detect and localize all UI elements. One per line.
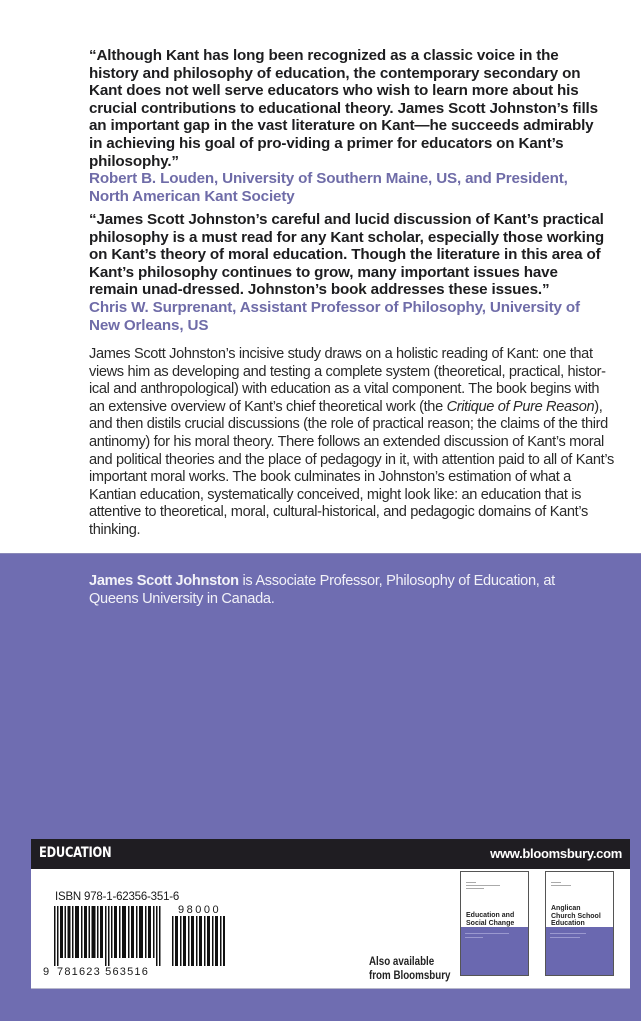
endorsement-2 xyxy=(89,211,609,334)
cover-title-line: Anglican xyxy=(551,905,581,912)
publisher-website: www.bloomsbury.com xyxy=(490,846,622,861)
cover-bottom-panel xyxy=(546,927,613,975)
author-bio-text: is Associate Professor, Philosophy of Education, at Queens University in Canada. xyxy=(89,573,555,607)
related-book-cover-1[interactable] xyxy=(460,871,529,976)
ean-first-digit: 9 xyxy=(43,966,50,978)
endorsement-quote: “Although Kant has long been recognized as a classic voice in the history and philosophy of education, the contemporary secondary on Kant does not well serve educators who wish to learn more about his crucial contributions to educational theory. James Scott Johnston’s fills an important gap in the vast literature on Kant—he succeeds admirably in achieving his goal of pro-viding a primer for educators on Kant’s philosophy.” xyxy=(89,47,598,170)
endorsement-quote: “James Scott Johnston’s careful and lucid discussion of Kant’s practical philosophy is a must read for any Kant scholar, especially those working on Kant’s theory of moral education. Though the literature in this area of Kant’s philosophy continues to grow, many important issues have remain unad-dressed. Johnston’s book addresses these issues.” xyxy=(89,211,605,299)
ean-digits: 781623 563516 xyxy=(57,966,150,978)
description-text-2: ), and then distils crucial discussions (the role of practical reason; the claims of the third antinomy) for his moral theory. There follows an extended discussion of Kant’s moral and political theories and the place of pedagogy in it, with attention paid to all of Kant’s important moral works. The book culminates in Johnston’s estimation of what a Kantian education, systematically conceived, might look like: an education that is attentive to theoretical, moral, cultural-historical, and pedagogic domains of Kant’s thinking. xyxy=(89,398,614,538)
cover-title-line: Education xyxy=(551,920,585,927)
cover-editor-lines xyxy=(466,882,516,890)
price-addon: 98000 xyxy=(178,904,222,916)
also-available-line-1: Also available xyxy=(369,956,435,968)
isbn-label: ISBN 978-1-62356-351-6 xyxy=(55,891,180,903)
cover-title-line: Church School xyxy=(551,912,601,920)
cover-title-line: Education and xyxy=(466,912,515,919)
endorsement-attribution: Robert B. Louden, University of Southern Maine, US, and President, North American Kant Society xyxy=(89,170,568,205)
endorsement-attribution: Chris W. Surprenant, Assistant Professor of Philosophy, University of New Orleans, US xyxy=(89,298,580,334)
also-available-label xyxy=(369,955,450,983)
cover-title-line: Social Change xyxy=(466,919,515,927)
cover-editor-lines xyxy=(551,882,601,890)
description-text-1: James Scott Johnston’s incisive study draws on a holistic reading of Kant: one that views him as developing and testing a complete system (theoretical, practical, histor-ical and anthropological) with education as a vital component. The book begins with an extensive overview of Kant’s chief theoretical work (the xyxy=(89,346,606,415)
author-bio xyxy=(89,573,589,608)
also-available-line-2: from Bloomsbury xyxy=(369,970,451,982)
cover-bottom-panel xyxy=(461,927,528,975)
barcode-icon xyxy=(54,906,164,966)
cover-title xyxy=(551,905,601,928)
author-name: James Scott Johnston xyxy=(89,573,239,589)
book-description xyxy=(89,346,614,540)
cover-title xyxy=(466,912,514,927)
band-header xyxy=(31,839,630,869)
category-label: EDUCATION xyxy=(39,845,112,861)
endorsement-1 xyxy=(89,47,609,205)
description-italic-title: Critique of Pure Reason xyxy=(446,398,595,415)
related-book-cover-2[interactable] xyxy=(545,871,614,976)
price-barcode-icon xyxy=(172,916,226,966)
